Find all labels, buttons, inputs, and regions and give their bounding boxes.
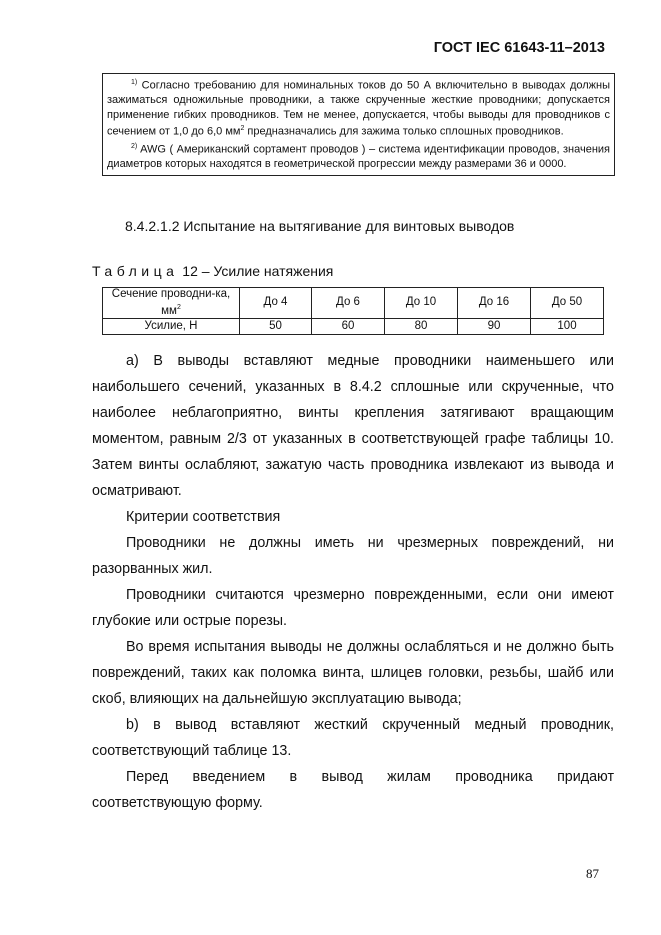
footnote-text: Согласно требованию для номинальных токов до 50 А включительно в выводах должны зажиматься одножильные проводники, а также скрученные жесткие проводники; допускается применение гибких проводников. Тем не менее, допускается, чтобы выводы для проводников с сечением от 1,0 до 6,0 мм (107, 79, 610, 139)
paragraph: Во время испытания выводы не должны ослабляться и не должно быть повреждений, таких как поломка винта, шлицев головки, резьбы, шайб или скоб, влияющих на дальнейшую эксплуатацию вывода; (92, 639, 614, 707)
table-cell: До 4 (240, 288, 312, 319)
table-row (103, 288, 604, 319)
document-header: ГОСТ IEC 61643-11–2013 (433, 40, 605, 56)
table-cell: 90 (458, 318, 531, 334)
table-header-cell: Усилие, Н (103, 318, 240, 334)
footnote-text-tail: предназначались для зажима только сплошных проводников. (244, 126, 564, 139)
paragraph: Проводники не должны иметь ни чрезмерных повреждений, ни разорванных жил. (92, 535, 614, 577)
table-cell: До 16 (458, 288, 531, 319)
superscript: 2 (240, 125, 245, 133)
footnote-1 (107, 76, 610, 140)
footnotes-box (102, 73, 615, 176)
table-caption-title: 12 – Усилие натяжения (178, 263, 334, 279)
table-cell: До 10 (385, 288, 458, 319)
footnote-mark: 2) (131, 142, 138, 150)
paragraph: b) в вывод вставляют жесткий скрученный медный проводник, соответствующий таблице 13. (92, 717, 614, 759)
footnote-2 (107, 140, 610, 172)
table-header-cell: Сечение проводни-ка, $мм^2$ (103, 288, 240, 319)
table-cell: 60 (312, 318, 385, 334)
paragraph: Критерии соответствия (126, 509, 281, 525)
force-table (102, 287, 604, 335)
section-heading: 8.4.2.1.2 Испытание на вытягивание для винтовых выводов (125, 218, 515, 234)
table-cell: 80 (385, 318, 458, 334)
table-caption (92, 263, 333, 279)
paragraph: Перед введением в вывод жилам проводника придают соответствующую форму. (92, 769, 614, 811)
footnote-mark: 1) (131, 79, 138, 86)
paragraph: Проводники считаются чрезмерно поврежденными, если они имеют глубокие или острые порезы. (92, 587, 614, 629)
footnote-text: AWG ( Американский сортамент проводов ) – система идентификации проводов, значения диаметров которых находятся в геометрической прогрессии между размерами 36 и 0000. (107, 143, 611, 170)
table-row (103, 318, 604, 334)
paragraph: а) В выводы вставляют медные проводники наименьшего или наибольшего сечений, указанных в 8.4.2 сплошные или скрученные, что наиболее неблагоприятно, винты крепления затягивают вращающим моментом, равным 2/3 от указанных в соответствующей графе таблицы 10. Затем винты ослабляют, зажатую часть проводника извлекают из вывода и осматривают. (92, 353, 614, 499)
table-cell: До 50 (531, 288, 604, 319)
table-cell: 100 (531, 318, 604, 334)
table-caption-word: Таблица (92, 263, 179, 279)
table-cell: 50 (240, 318, 312, 334)
table-cell: До 6 (312, 288, 385, 319)
body-text (92, 348, 614, 816)
page-number: 87 (586, 866, 599, 881)
